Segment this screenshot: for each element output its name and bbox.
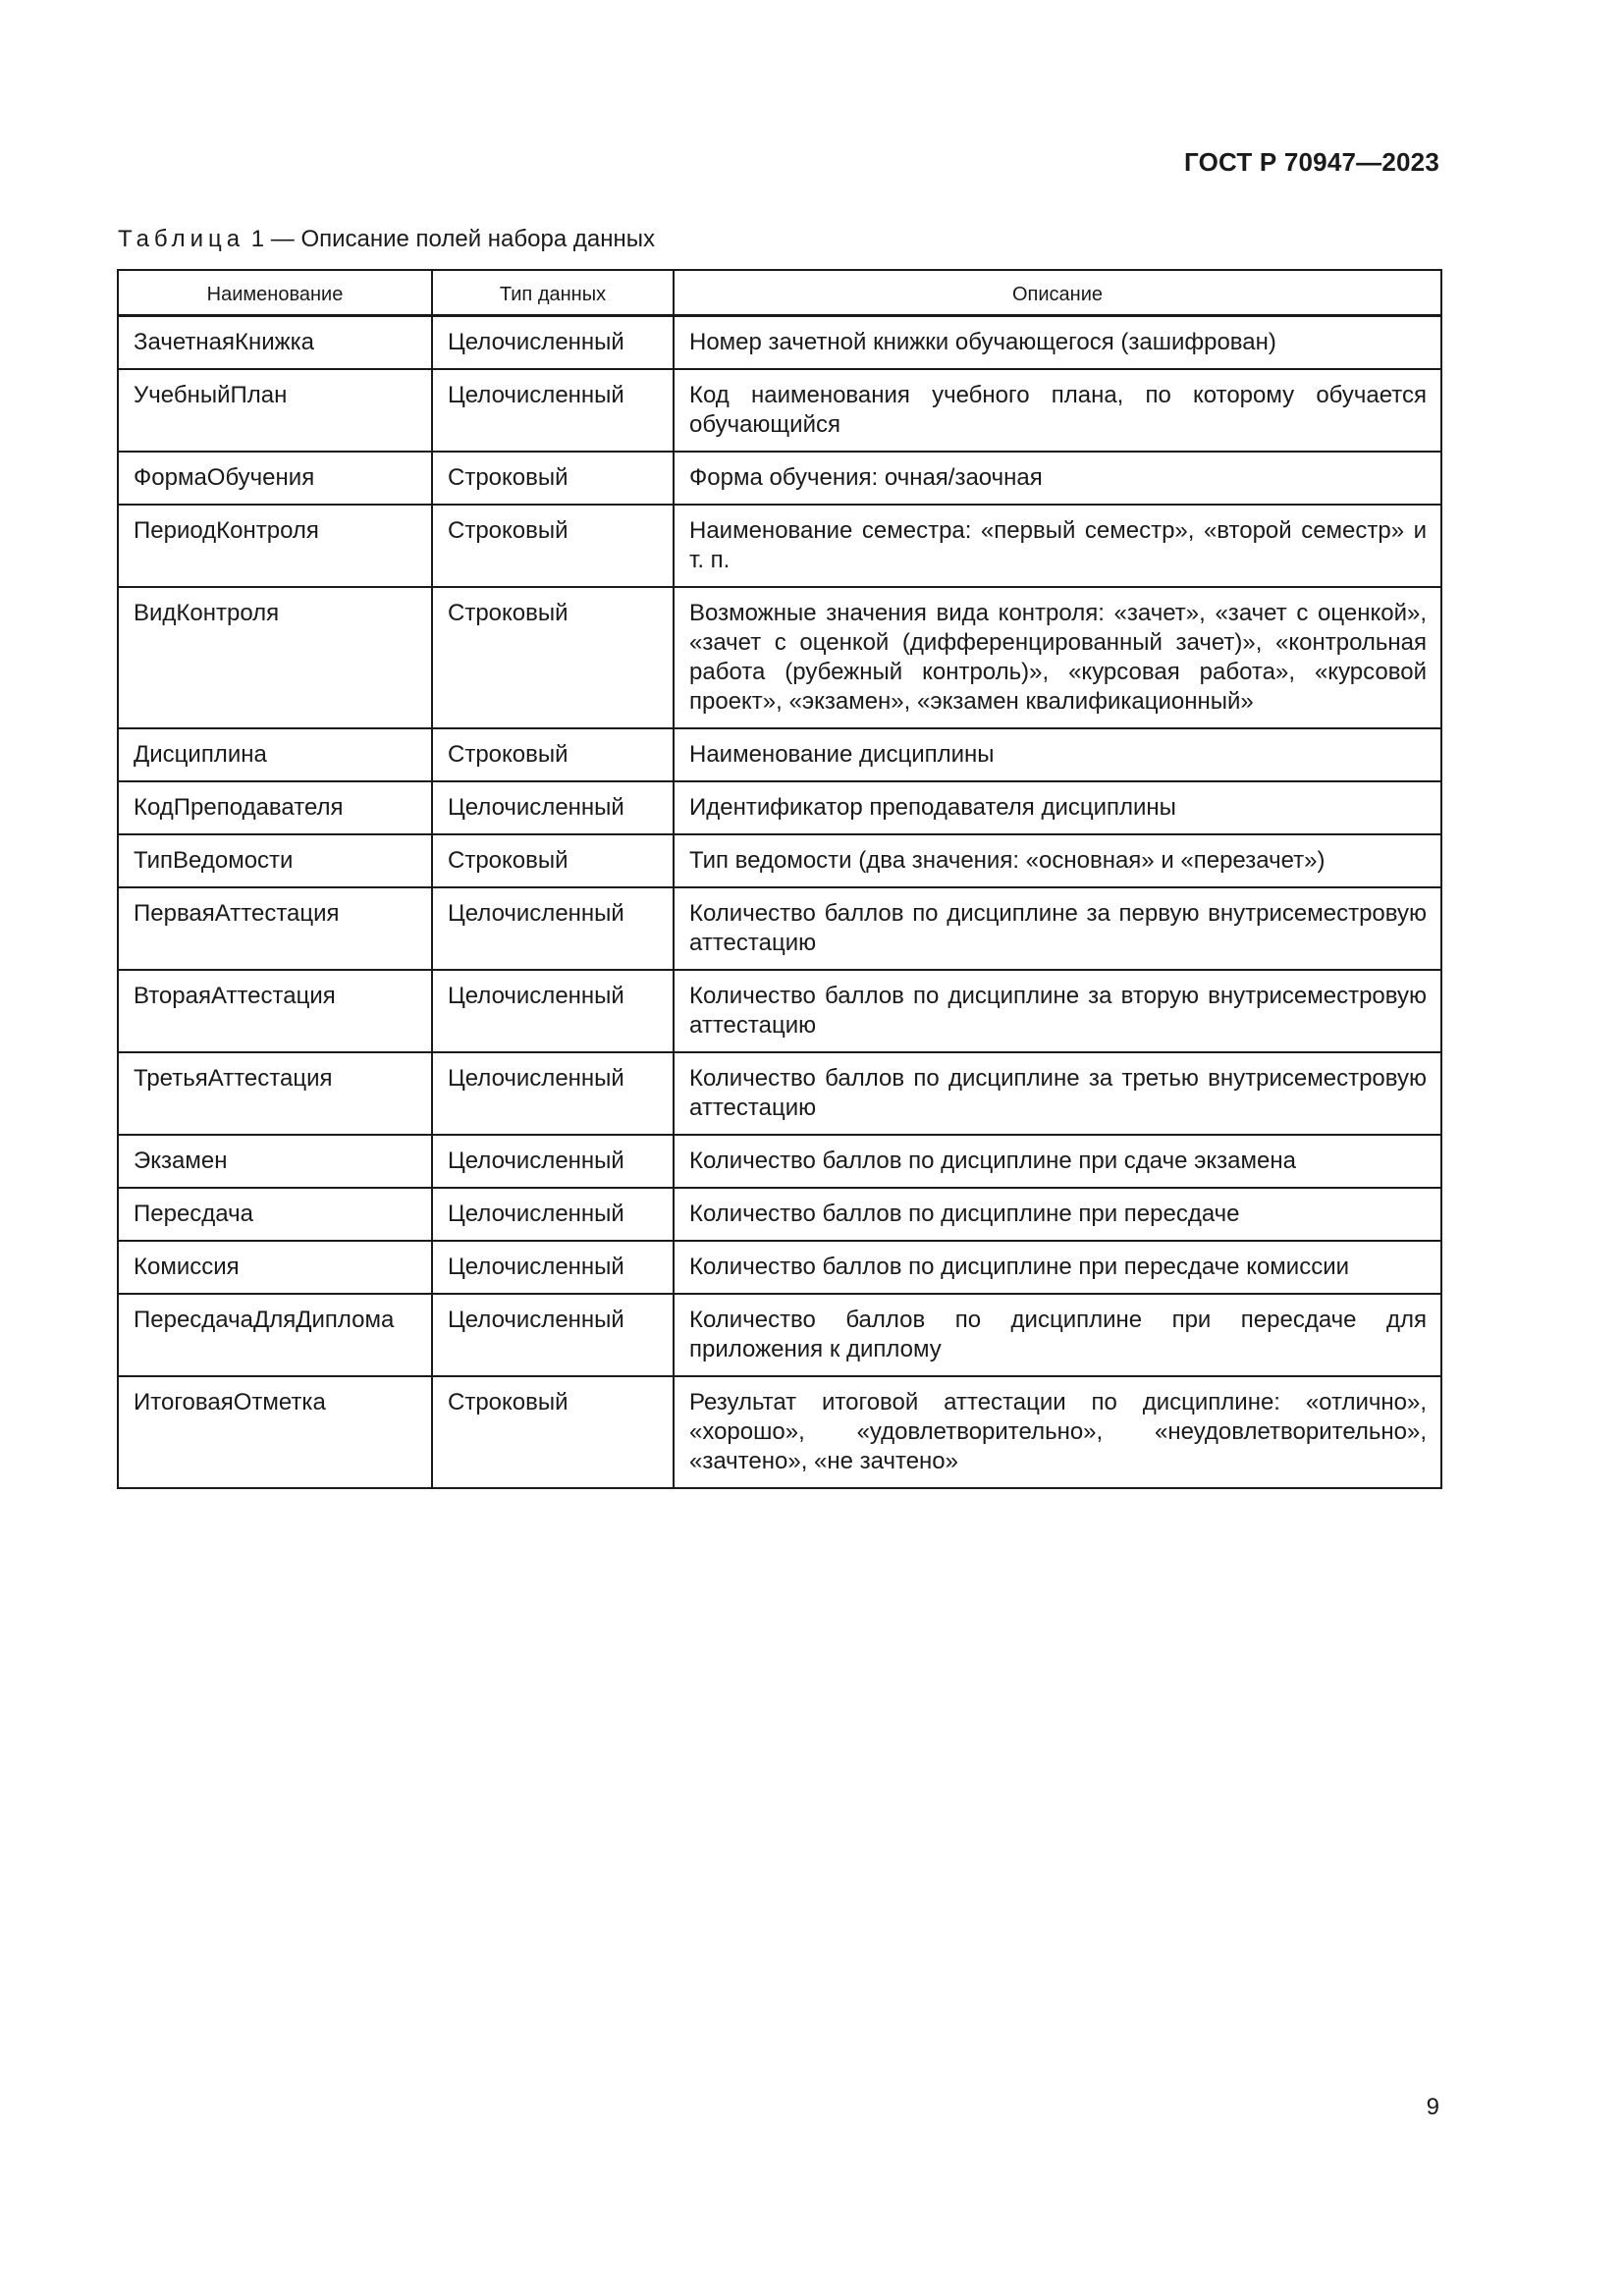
field-type-cell: Целочисленный (432, 1241, 674, 1294)
field-name-cell: ПерваяАттестация (118, 887, 432, 970)
table-caption-text: 1 — Описание полей набора данных (244, 226, 655, 252)
field-description-cell: Наименование дисциплины (674, 728, 1441, 781)
field-type-cell: Целочисленный (432, 1294, 674, 1376)
document-code: ГОСТ Р 70947—2023 (1184, 147, 1439, 177)
table-row (118, 1188, 1441, 1241)
table-row (118, 452, 1441, 505)
field-name-cell: Экзамен (118, 1135, 432, 1188)
table-row (118, 1376, 1441, 1488)
table-caption-label: Таблица (118, 226, 245, 252)
table-row (118, 1294, 1441, 1376)
field-name-cell: Комиссия (118, 1241, 432, 1294)
field-type-cell: Целочисленный (432, 887, 674, 970)
field-name-cell: Дисциплина (118, 728, 432, 781)
table-row (118, 316, 1441, 370)
table-row (118, 887, 1441, 970)
field-description-cell: Количество баллов по дисциплине при сдаче экзамена (674, 1135, 1441, 1188)
field-type-cell: Строковый (432, 834, 674, 887)
field-type-cell: Целочисленный (432, 1052, 674, 1135)
fields-table (117, 269, 1442, 1489)
table-row (118, 505, 1441, 587)
field-name-cell: КодПреподавателя (118, 781, 432, 834)
field-description-cell: Количество баллов по дисциплине при пересдаче комиссии (674, 1241, 1441, 1294)
field-name-cell: ИтоговаяОтметка (118, 1376, 432, 1488)
table-row (118, 369, 1441, 452)
field-type-cell: Строковый (432, 587, 674, 728)
field-type-cell: Целочисленный (432, 316, 674, 370)
table-row (118, 1052, 1441, 1135)
field-name-cell: ЗачетнаяКнижка (118, 316, 432, 370)
field-description-cell: Количество баллов по дисциплине при пересдаче (674, 1188, 1441, 1241)
field-description-cell: Форма обучения: очная/заочная (674, 452, 1441, 505)
field-type-cell: Целочисленный (432, 970, 674, 1052)
field-name-cell: ТипВедомости (118, 834, 432, 887)
column-header-description: Описание (674, 270, 1441, 316)
field-type-cell: Строковый (432, 452, 674, 505)
table-caption (118, 226, 655, 253)
field-description-cell: Количество баллов по дисциплине при пересдаче для приложения к диплому (674, 1294, 1441, 1376)
field-description-cell: Количество баллов по дисциплине за вторую внутрисеместровую аттестацию (674, 970, 1441, 1052)
field-description-cell: Код наименования учебного плана, по которому обучается обучающийся (674, 369, 1441, 452)
field-name-cell: ПересдачаДляДиплома (118, 1294, 432, 1376)
table-row (118, 970, 1441, 1052)
column-header-type: Тип данных (432, 270, 674, 316)
table-row (118, 781, 1441, 834)
page-number: 9 (1426, 2094, 1439, 2120)
field-description-cell: Номер зачетной книжки обучающегося (зашифрован) (674, 316, 1441, 370)
field-name-cell: Пересдача (118, 1188, 432, 1241)
field-type-cell: Строковый (432, 728, 674, 781)
field-description-cell: Количество баллов по дисциплине за третью внутрисеместровую аттестацию (674, 1052, 1441, 1135)
field-name-cell: ТретьяАттестация (118, 1052, 432, 1135)
table-row (118, 1241, 1441, 1294)
field-type-cell: Целочисленный (432, 1135, 674, 1188)
field-description-cell: Наименование семестра: «первый семестр», «второй семестр» и т. п. (674, 505, 1441, 587)
field-name-cell: ВидКонтроля (118, 587, 432, 728)
field-name-cell: ПериодКонтроля (118, 505, 432, 587)
table-body (118, 316, 1441, 1489)
field-description-cell: Возможные значения вида контроля: «зачет», «зачет с оценкой», «зачет с оценкой (дифференцированный зачет)», «контрольная работа (рубежный контроль)», «курсовая работа», «курсовой проект», «экзамен», «экзамен квалификационный» (674, 587, 1441, 728)
table-header-row (118, 270, 1441, 316)
table-row (118, 728, 1441, 781)
field-description-cell: Тип ведомости (два значения: «основная» и «перезачет») (674, 834, 1441, 887)
field-type-cell: Целочисленный (432, 369, 674, 452)
field-description-cell: Результат итоговой аттестации по дисциплине: «отлично», «хорошо», «удовлетворительно», «неудовлетворительно», «зачтено», «не зачтено» (674, 1376, 1441, 1488)
field-description-cell: Количество баллов по дисциплине за первую внутрисеместровую аттестацию (674, 887, 1441, 970)
table-row (118, 1135, 1441, 1188)
field-type-cell: Целочисленный (432, 781, 674, 834)
table-row (118, 587, 1441, 728)
table-row (118, 834, 1441, 887)
field-name-cell: ФормаОбучения (118, 452, 432, 505)
field-type-cell: Строковый (432, 1376, 674, 1488)
field-name-cell: ВтораяАттестация (118, 970, 432, 1052)
field-type-cell: Целочисленный (432, 1188, 674, 1241)
field-name-cell: УчебныйПлан (118, 369, 432, 452)
field-type-cell: Строковый (432, 505, 674, 587)
field-description-cell: Идентификатор преподавателя дисциплины (674, 781, 1441, 834)
column-header-name: Наименование (118, 270, 432, 316)
